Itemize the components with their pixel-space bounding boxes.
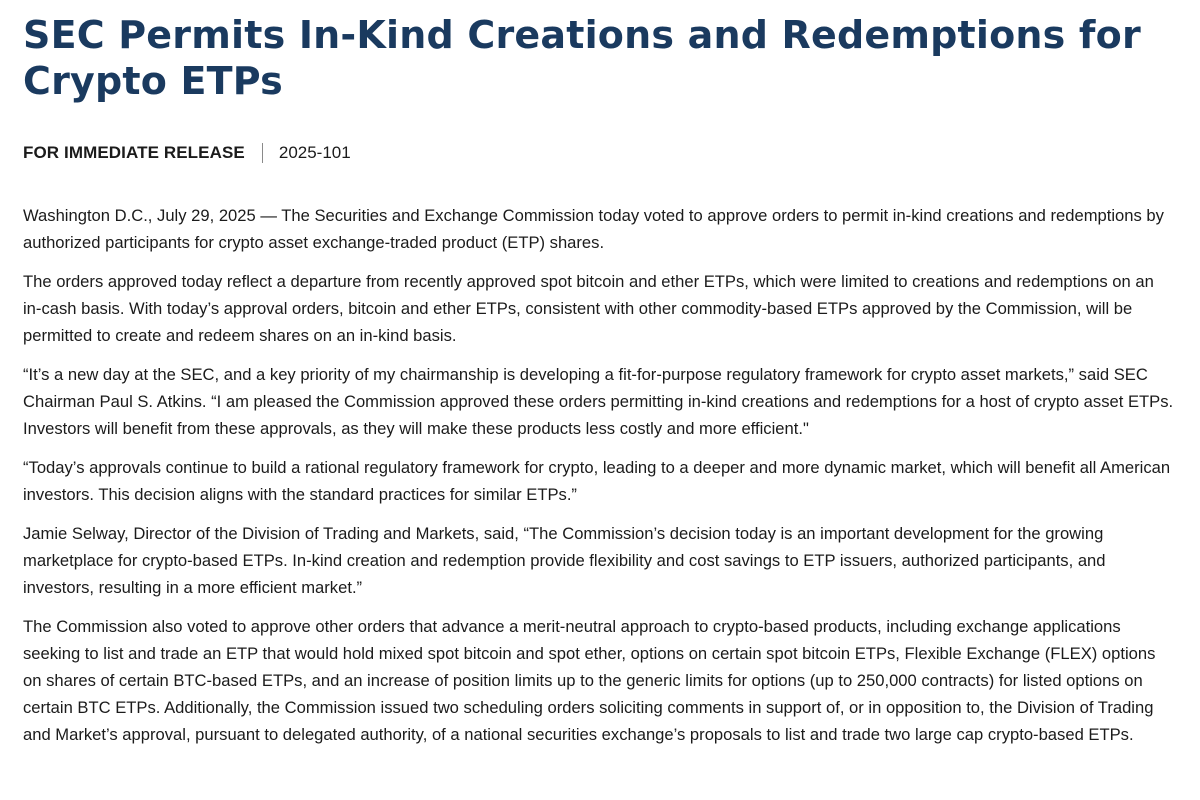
- page-title: SEC Permits In-Kind Creations and Redemptions for Crypto ETPs: [23, 13, 1141, 103]
- release-number: 2025-101: [278, 143, 351, 162]
- paragraph-other-orders: The Commission also voted to approve other orders that advance a merit-neutral approach to crypto-based products, including exchange applications seeking to list and trade an ETP that would hold mixed spot bitcoin and spot ether, options on certain spot bitcoin ETPs, Flexible Exchange (FLEX) options on shares of certain BTC-based ETPs, and an increase of position limits up to the generic limits for options (up to 250,000 contracts) for listed options on certain BTC ETPs. Additionally, the Commission issued two scheduling orders soliciting comments in support of, or in opposition to, the Division of Trading and Market’s approval, pursuant to delegated authority, of a national securities exchange’s proposals to list and trade two large cap crypto-based ETPs.: [23, 617, 1156, 744]
- paragraph-director-quote: Jamie Selway, Director of the Division of Trading and Markets, said, “The Commission’s decision today is an important development for the growing marketplace for crypto-based ETPs. In-kind creation and redemption provide flexibility and cost savings to ETP issuers, authorized participants, and investors, resulting in a more efficient market.”: [23, 524, 1106, 597]
- paragraph-approvals-quote: “Today’s approvals continue to build a rational regulatory framework for crypto, leading to a deeper and more dynamic market, which will benefit all American investors. This decision aligns with the standard practices for similar ETPs.”: [23, 458, 1171, 504]
- release-info: [23, 142, 1176, 164]
- release-divider: [262, 143, 263, 163]
- article-body: [23, 202, 1175, 748]
- paragraph-orders: The orders approved today reflect a departure from recently approved spot bitcoin and ether ETPs, which were limited to creations and redemptions on an in-cash basis. With today’s approval orders, bitcoin and ether ETPs, consistent with other commodity-based ETPs approved by the Commission, will be permitted to create and redeem shares on an in-kind basis.: [23, 272, 1154, 345]
- paragraph-dateline: Washington D.C., July 29, 2025 — The Securities and Exchange Commission today voted to approve orders to permit in-kind creations and redemptions by authorized participants for crypto asset exchange-traded product (ETP) shares.: [23, 206, 1164, 252]
- paragraph-chairman-quote: “It’s a new day at the SEC, and a key priority of my chairmanship is developing a fit-for-purpose regulatory framework for crypto asset markets,” said SEC Chairman Paul S. Atkins. “I am pleased the Commission approved these orders permitting in-kind creations and redemptions for a host of crypto asset ETPs. Investors will benefit from these approvals, as they will make these products less costly and more efficient.": [23, 365, 1174, 438]
- release-label: FOR IMMEDIATE RELEASE: [23, 143, 245, 162]
